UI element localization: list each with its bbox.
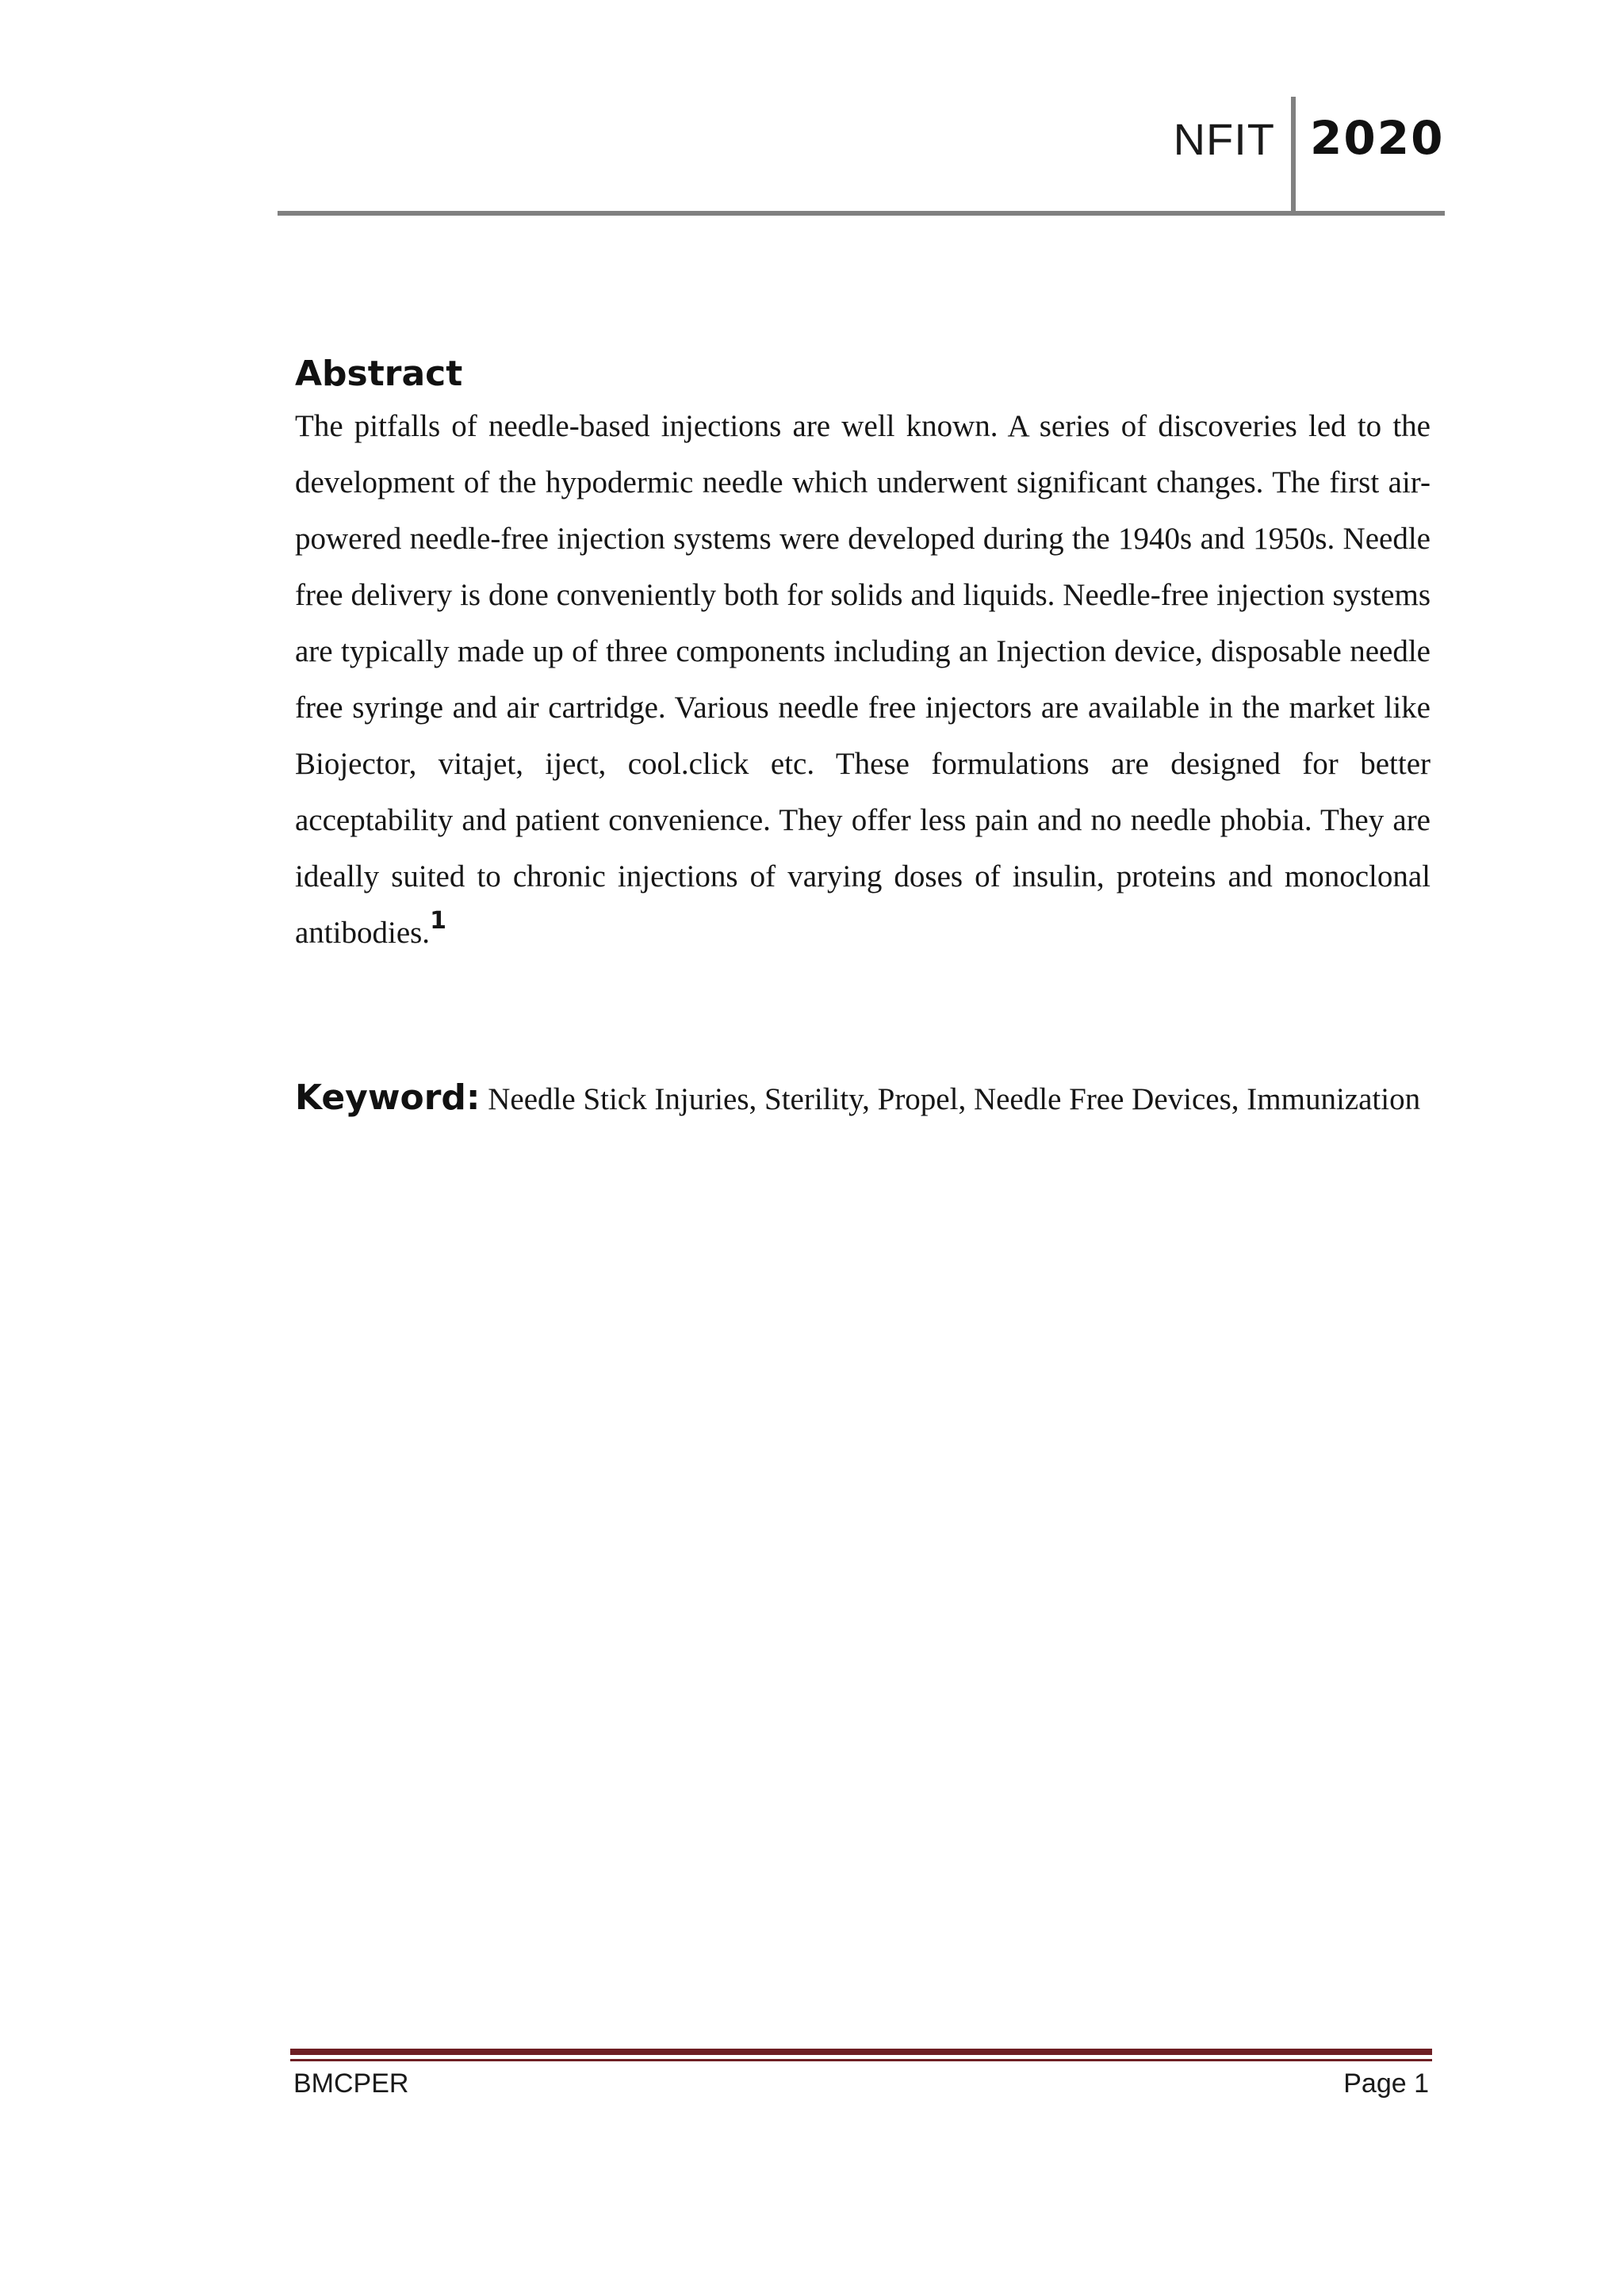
abstract-heading: Abstract bbox=[295, 354, 463, 394]
header-year: 2020 bbox=[1310, 111, 1445, 165]
keywords-block bbox=[295, 1067, 1431, 1130]
reference-marker: 1 bbox=[430, 907, 446, 935]
abstract-body bbox=[295, 398, 1431, 961]
footer-rule-thin bbox=[290, 2059, 1432, 2061]
keywords-label: Keyword: bbox=[295, 1077, 481, 1118]
header-divider bbox=[1291, 97, 1296, 214]
footer-page-number: Page 1 bbox=[1343, 2068, 1429, 2099]
footer-rule bbox=[290, 2049, 1432, 2055]
header-short-title: NFIT bbox=[1173, 114, 1275, 164]
header-rule bbox=[278, 211, 1445, 216]
abstract-text: The pitfalls of needle-based injections are well known. A series of discoveries led to the development of the hypodermic needle which underwent significant changes. The first air-powered needle-free injection systems were developed during the 1940s and 1950s. Needle free delivery is done conveniently both for solids and liquids. Needle-free injection systems are typically made up of three components including an Injection device, disposable needle free syringe and air cartridge. Various needle free injectors are available in the market like Biojector, vitajet, iject, cool.click etc. These formulations are designed for better acceptability and patient convenience. They offer less pain and no needle phobia. They are ideally suited to chronic injections of varying doses of insulin, proteins and monoclonal antibodies. bbox=[295, 409, 1431, 950]
keywords-text: Needle Stick Injuries, Sterility, Propel, Needle Free Devices, Immunization bbox=[488, 1082, 1421, 1116]
footer-institution: BMCPER bbox=[293, 2068, 409, 2099]
